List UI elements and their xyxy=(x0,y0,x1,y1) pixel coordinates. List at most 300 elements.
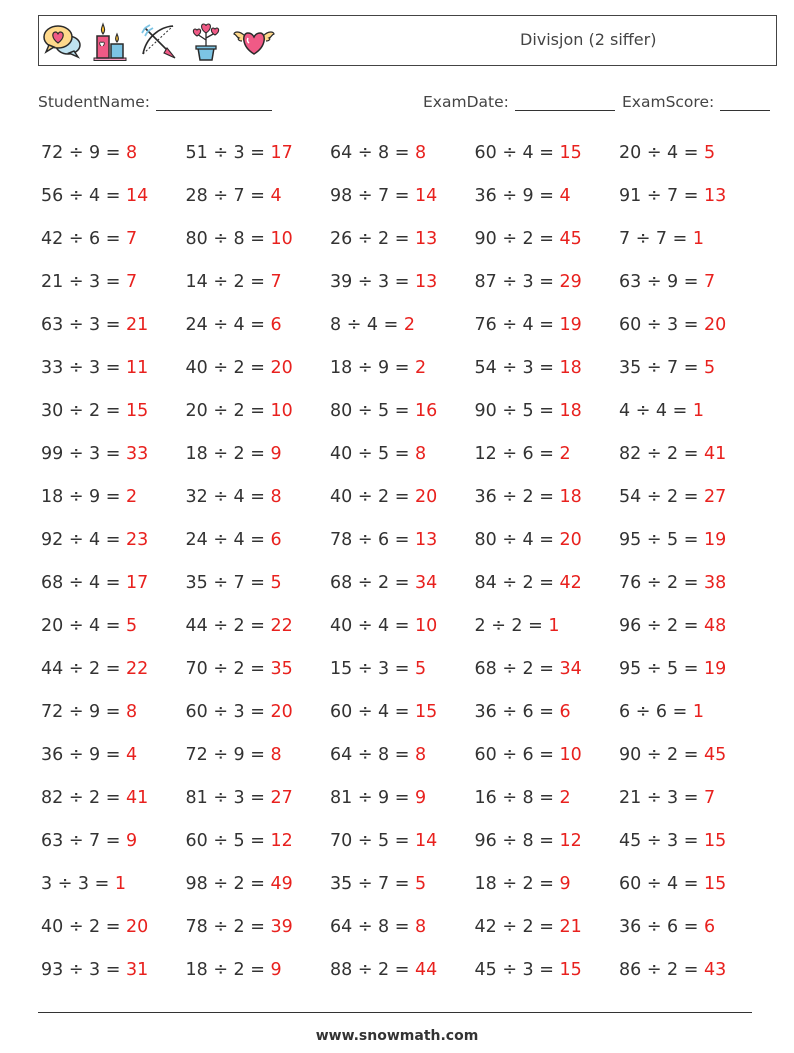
problem-question: 15 ÷ 3 = xyxy=(330,659,415,679)
problem-question: 40 ÷ 2 = xyxy=(185,358,271,378)
problem-question: 98 ÷ 2 = xyxy=(185,874,271,894)
problem-answer: 8 xyxy=(270,487,282,507)
problem-question: 82 ÷ 2 = xyxy=(41,788,126,808)
problem-answer: 13 xyxy=(414,229,438,249)
problem-item xyxy=(330,227,437,251)
problem-answer: 12 xyxy=(559,831,582,851)
problem-answer: 20 xyxy=(414,487,438,507)
problem-question: 64 ÷ 8 = xyxy=(330,143,415,163)
problem-question: 88 ÷ 2 = xyxy=(330,960,415,980)
footer-divider xyxy=(38,1012,752,1013)
problem-item xyxy=(41,915,148,939)
problem-item xyxy=(475,958,582,982)
problem-item xyxy=(619,227,704,251)
problem-item xyxy=(186,571,282,595)
header-box xyxy=(38,15,777,66)
problem-question: 21 ÷ 3 = xyxy=(619,788,704,808)
problem-answer: 2 xyxy=(559,444,571,464)
problem-answer: 21 xyxy=(559,917,582,937)
problem-item xyxy=(619,872,726,896)
problem-question: 60 ÷ 6 = xyxy=(474,745,560,765)
problem-item xyxy=(41,829,137,853)
problem-question: 82 ÷ 2 = xyxy=(619,444,704,464)
problem-answer: 18 xyxy=(559,401,582,421)
footer-website: www.snowmath.com xyxy=(315,1028,479,1044)
problem-item xyxy=(186,915,293,939)
problem-item xyxy=(41,786,148,810)
problem-question: 90 ÷ 5 = xyxy=(474,401,560,421)
problem-question: 12 ÷ 6 = xyxy=(474,444,560,464)
problem-answer: 8 xyxy=(414,143,427,163)
problem-item xyxy=(330,915,426,939)
problem-answer: 33 xyxy=(125,444,149,464)
exam-date-label: ExamDate: xyxy=(423,93,509,111)
problem-question: 72 ÷ 9 = xyxy=(41,143,126,163)
problem-question: 32 ÷ 4 = xyxy=(185,487,271,507)
problem-answer: 14 xyxy=(414,831,438,851)
problem-answer: 8 xyxy=(125,143,138,163)
problem-answer: 6 xyxy=(270,530,282,550)
problem-item xyxy=(330,141,426,165)
problem-item xyxy=(475,270,582,294)
problem-item xyxy=(41,743,137,767)
problem-item xyxy=(619,743,726,767)
problem-answer: 4 xyxy=(559,186,571,206)
problem-question: 99 ÷ 3 = xyxy=(41,444,126,464)
problem-item xyxy=(475,442,571,466)
problem-answer: 22 xyxy=(125,659,149,679)
problem-answer: 5 xyxy=(703,143,716,163)
problem-answer: 11 xyxy=(125,358,149,378)
problem-question: 18 ÷ 2 = xyxy=(185,960,271,980)
problem-answer: 9 xyxy=(414,788,427,808)
problem-answer: 2 xyxy=(125,487,138,507)
problem-question: 70 ÷ 5 = xyxy=(330,831,415,851)
problem-item xyxy=(41,700,137,724)
problem-question: 36 ÷ 6 = xyxy=(619,917,704,937)
problem-question: 64 ÷ 8 = xyxy=(330,745,415,765)
problem-item xyxy=(619,184,726,208)
problem-question: 56 ÷ 4 = xyxy=(41,186,126,206)
problem-question: 18 ÷ 9 = xyxy=(41,487,126,507)
problem-item xyxy=(619,270,715,294)
problem-item xyxy=(41,485,137,509)
problem-item xyxy=(41,184,148,208)
problem-item xyxy=(41,356,148,380)
exam-date-line[interactable] xyxy=(515,94,615,111)
problem-item xyxy=(619,829,726,853)
problem-answer: 7 xyxy=(125,272,138,292)
problem-answer: 7 xyxy=(125,229,138,249)
problem-answer: 49 xyxy=(270,874,293,894)
problem-answer: 17 xyxy=(270,143,293,163)
problem-item xyxy=(41,872,126,896)
problem-answer: 10 xyxy=(270,401,293,421)
problem-item xyxy=(475,571,582,595)
problem-answer: 8 xyxy=(125,702,138,722)
problem-question: 72 ÷ 9 = xyxy=(185,745,271,765)
problem-question: 36 ÷ 9 = xyxy=(41,745,126,765)
problem-question: 95 ÷ 5 = xyxy=(619,530,704,550)
problem-question: 14 ÷ 2 = xyxy=(185,272,271,292)
problem-item xyxy=(330,657,426,681)
problem-item xyxy=(330,442,426,466)
problem-answer: 29 xyxy=(559,272,582,292)
problem-item xyxy=(619,958,726,982)
problem-answer: 16 xyxy=(414,401,438,421)
problem-question: 2 ÷ 2 = xyxy=(474,616,549,636)
problem-answer: 35 xyxy=(270,659,293,679)
problem-answer: 34 xyxy=(559,659,582,679)
problem-question: 18 ÷ 9 = xyxy=(330,358,415,378)
problem-item xyxy=(330,571,437,595)
problem-item xyxy=(475,528,582,552)
problem-answer: 34 xyxy=(414,573,438,593)
problem-answer: 38 xyxy=(703,573,727,593)
worksheet-title: Divisjon (2 siffer) xyxy=(520,30,657,49)
problem-answer: 6 xyxy=(559,702,571,722)
problem-item xyxy=(41,958,148,982)
problem-item xyxy=(330,528,437,552)
problem-item xyxy=(330,829,437,853)
problem-answer: 20 xyxy=(270,358,293,378)
problem-item xyxy=(475,915,582,939)
problem-question: 68 ÷ 2 = xyxy=(474,659,560,679)
problem-question: 33 ÷ 3 = xyxy=(41,358,126,378)
problem-item xyxy=(186,227,293,251)
problem-question: 42 ÷ 6 = xyxy=(41,229,126,249)
problem-question: 3 ÷ 3 = xyxy=(41,874,115,894)
problem-item xyxy=(475,829,582,853)
problem-item xyxy=(186,528,282,552)
problem-answer: 8 xyxy=(414,745,427,765)
problem-question: 60 ÷ 3 = xyxy=(185,702,271,722)
problem-question: 45 ÷ 3 = xyxy=(619,831,704,851)
problem-question: 20 ÷ 4 = xyxy=(619,143,704,163)
problem-answer: 22 xyxy=(270,616,293,636)
problem-item xyxy=(41,614,137,638)
problem-answer: 5 xyxy=(270,573,282,593)
problem-item xyxy=(619,141,715,165)
problem-answer: 5 xyxy=(414,874,427,894)
heart-flower-pot-icon xyxy=(185,20,227,62)
problem-answer: 15 xyxy=(414,702,438,722)
problem-item xyxy=(475,786,571,810)
problem-question: 80 ÷ 8 = xyxy=(185,229,271,249)
problem-question: 86 ÷ 2 = xyxy=(619,960,704,980)
problem-question: 44 ÷ 2 = xyxy=(41,659,126,679)
problem-item xyxy=(186,485,282,509)
problem-item xyxy=(186,399,293,423)
problem-answer: 10 xyxy=(270,229,293,249)
problem-answer: 2 xyxy=(559,788,571,808)
problem-question: 84 ÷ 2 = xyxy=(474,573,560,593)
problem-item xyxy=(619,485,726,509)
problem-item xyxy=(186,743,282,767)
problem-answer: 15 xyxy=(125,401,149,421)
problem-item xyxy=(330,313,415,337)
problem-question: 92 ÷ 4 = xyxy=(41,530,126,550)
problem-question: 8 ÷ 4 = xyxy=(330,315,404,335)
problem-answer: 31 xyxy=(125,960,149,980)
problem-answer: 12 xyxy=(270,831,293,851)
problem-answer: 39 xyxy=(270,917,293,937)
problem-question: 63 ÷ 7 = xyxy=(41,831,126,851)
problem-item xyxy=(41,399,148,423)
problem-question: 16 ÷ 8 = xyxy=(474,788,560,808)
problem-answer: 5 xyxy=(414,659,427,679)
problem-item xyxy=(619,786,715,810)
problem-item xyxy=(475,743,582,767)
problem-item xyxy=(619,657,726,681)
problem-answer: 23 xyxy=(125,530,149,550)
problem-item xyxy=(41,227,137,251)
problem-answer: 19 xyxy=(559,315,582,335)
problem-answer: 7 xyxy=(270,272,282,292)
problem-answer: 1 xyxy=(548,616,560,636)
problem-answer: 20 xyxy=(270,702,293,722)
problem-answer: 18 xyxy=(559,358,582,378)
problem-item xyxy=(186,786,293,810)
problem-answer: 19 xyxy=(703,659,727,679)
problem-question: 40 ÷ 4 = xyxy=(330,616,415,636)
student-name-line[interactable] xyxy=(156,94,272,111)
problem-answer: 7 xyxy=(703,788,716,808)
problem-answer: 1 xyxy=(692,229,704,249)
problem-question: 7 ÷ 7 = xyxy=(619,229,693,249)
problem-item xyxy=(330,786,426,810)
problem-item xyxy=(186,442,282,466)
problem-question: 36 ÷ 2 = xyxy=(474,487,560,507)
problem-item xyxy=(186,829,293,853)
problem-item xyxy=(330,399,437,423)
problem-question: 51 ÷ 3 = xyxy=(185,143,271,163)
problem-answer: 9 xyxy=(125,831,138,851)
problem-item xyxy=(475,485,582,509)
problem-question: 20 ÷ 4 = xyxy=(41,616,126,636)
problem-question: 60 ÷ 5 = xyxy=(185,831,271,851)
problem-answer: 2 xyxy=(403,315,415,335)
problem-item xyxy=(330,700,437,724)
problem-question: 54 ÷ 2 = xyxy=(619,487,704,507)
problem-question: 36 ÷ 6 = xyxy=(474,702,560,722)
problem-answer: 27 xyxy=(703,487,727,507)
problem-question: 35 ÷ 7 = xyxy=(330,874,415,894)
problem-answer: 45 xyxy=(559,229,582,249)
problem-answer: 8 xyxy=(270,745,282,765)
problem-item xyxy=(619,571,726,595)
problem-question: 87 ÷ 3 = xyxy=(474,272,560,292)
problem-question: 21 ÷ 3 = xyxy=(41,272,126,292)
problem-question: 81 ÷ 3 = xyxy=(185,788,271,808)
problem-question: 42 ÷ 2 = xyxy=(474,917,560,937)
problem-item xyxy=(619,313,726,337)
problem-item xyxy=(475,657,582,681)
problem-item xyxy=(475,399,582,423)
problem-answer: 13 xyxy=(414,272,438,292)
problem-item xyxy=(41,657,148,681)
problem-item xyxy=(186,872,293,896)
problem-answer: 1 xyxy=(692,702,704,722)
problem-question: 98 ÷ 7 = xyxy=(330,186,415,206)
problem-item xyxy=(475,700,571,724)
problem-answer: 6 xyxy=(270,315,282,335)
problem-question: 60 ÷ 4 = xyxy=(619,874,704,894)
problem-question: 68 ÷ 2 = xyxy=(330,573,415,593)
problem-question: 96 ÷ 2 = xyxy=(619,616,704,636)
problem-answer: 4 xyxy=(270,186,282,206)
problem-item xyxy=(475,356,582,380)
problem-question: 40 ÷ 5 = xyxy=(330,444,415,464)
problem-answer: 14 xyxy=(414,186,438,206)
problem-question: 18 ÷ 2 = xyxy=(474,874,560,894)
problem-item xyxy=(186,184,282,208)
exam-date-field[interactable] xyxy=(423,93,615,111)
problem-answer: 1 xyxy=(692,401,704,421)
problem-item xyxy=(186,313,282,337)
problem-item xyxy=(41,270,137,294)
problem-question: 63 ÷ 3 = xyxy=(41,315,126,335)
problem-question: 80 ÷ 4 = xyxy=(474,530,560,550)
problem-item xyxy=(619,528,726,552)
problem-question: 40 ÷ 2 = xyxy=(330,487,415,507)
problem-answer: 1 xyxy=(114,874,126,894)
problem-item xyxy=(186,614,293,638)
problem-question: 4 ÷ 4 = xyxy=(619,401,693,421)
problem-answer: 5 xyxy=(125,616,138,636)
problem-question: 60 ÷ 4 = xyxy=(474,143,560,163)
student-name-field[interactable] xyxy=(38,93,272,111)
problem-answer: 44 xyxy=(414,960,438,980)
problem-answer: 43 xyxy=(703,960,727,980)
problem-question: 90 ÷ 2 = xyxy=(474,229,560,249)
problem-question: 18 ÷ 2 = xyxy=(185,444,271,464)
problem-answer: 8 xyxy=(414,444,427,464)
exam-score-label: ExamScore: xyxy=(622,93,715,111)
problem-question: 81 ÷ 9 = xyxy=(330,788,415,808)
problem-item xyxy=(330,270,437,294)
winged-heart-icon xyxy=(233,20,275,62)
problem-question: 54 ÷ 3 = xyxy=(474,358,560,378)
problem-item xyxy=(330,356,426,380)
problem-question: 63 ÷ 9 = xyxy=(619,272,704,292)
problem-answer: 20 xyxy=(703,315,727,335)
problem-question: 76 ÷ 4 = xyxy=(474,315,560,335)
problem-answer: 41 xyxy=(125,788,149,808)
problem-question: 78 ÷ 2 = xyxy=(185,917,271,937)
problem-item xyxy=(186,958,282,982)
problem-answer: 8 xyxy=(414,917,427,937)
problem-question: 35 ÷ 7 = xyxy=(619,358,704,378)
problem-item xyxy=(475,872,571,896)
problem-answer: 10 xyxy=(559,745,582,765)
problem-answer: 41 xyxy=(703,444,727,464)
problem-answer: 14 xyxy=(125,186,149,206)
problem-item xyxy=(186,141,293,165)
speech-bubble-heart-icon xyxy=(41,20,83,62)
problem-item xyxy=(330,872,426,896)
problem-answer: 20 xyxy=(559,530,582,550)
problem-item xyxy=(330,184,437,208)
problem-question: 39 ÷ 3 = xyxy=(330,272,415,292)
problem-answer: 7 xyxy=(703,272,716,292)
problem-question: 36 ÷ 9 = xyxy=(474,186,560,206)
problem-question: 24 ÷ 4 = xyxy=(185,315,271,335)
candles-icon xyxy=(89,20,131,62)
problem-question: 95 ÷ 5 = xyxy=(619,659,704,679)
problem-answer: 20 xyxy=(125,917,149,937)
problem-item xyxy=(186,270,282,294)
problem-question: 35 ÷ 7 = xyxy=(185,573,271,593)
problem-question: 40 ÷ 2 = xyxy=(41,917,126,937)
problem-item xyxy=(41,442,148,466)
problem-item xyxy=(41,141,137,165)
exam-score-line[interactable] xyxy=(720,94,770,111)
exam-score-field[interactable] xyxy=(622,93,770,111)
problem-question: 76 ÷ 2 = xyxy=(619,573,704,593)
problem-item xyxy=(41,528,148,552)
problem-answer: 15 xyxy=(703,831,727,851)
problem-question: 93 ÷ 3 = xyxy=(41,960,126,980)
student-name-label: StudentName: xyxy=(38,93,150,111)
problem-item xyxy=(475,141,582,165)
problem-question: 30 ÷ 2 = xyxy=(41,401,126,421)
problem-item xyxy=(475,614,560,638)
problem-item xyxy=(619,700,704,724)
problem-answer: 27 xyxy=(270,788,293,808)
problem-item xyxy=(619,614,726,638)
problem-question: 26 ÷ 2 = xyxy=(330,229,415,249)
problem-item xyxy=(330,485,437,509)
problem-answer: 19 xyxy=(703,530,727,550)
problem-item xyxy=(330,614,437,638)
problem-item xyxy=(619,915,715,939)
problem-question: 6 ÷ 6 = xyxy=(619,702,693,722)
problem-answer: 15 xyxy=(559,143,582,163)
problem-question: 91 ÷ 7 = xyxy=(619,186,704,206)
problem-answer: 15 xyxy=(703,874,727,894)
problem-answer: 9 xyxy=(270,960,282,980)
cupid-arrow-icon xyxy=(137,20,179,62)
problem-question: 72 ÷ 9 = xyxy=(41,702,126,722)
problem-item xyxy=(186,657,293,681)
problem-item xyxy=(330,743,426,767)
problem-question: 45 ÷ 3 = xyxy=(474,960,560,980)
header-icons xyxy=(41,20,275,62)
problem-answer: 9 xyxy=(559,874,571,894)
problem-item xyxy=(619,442,726,466)
problem-question: 64 ÷ 8 = xyxy=(330,917,415,937)
problem-question: 20 ÷ 2 = xyxy=(185,401,271,421)
problem-answer: 42 xyxy=(559,573,582,593)
problem-answer: 18 xyxy=(559,487,582,507)
problem-answer: 21 xyxy=(125,315,149,335)
problem-answer: 2 xyxy=(414,358,427,378)
problem-item xyxy=(619,399,704,423)
problem-question: 80 ÷ 5 = xyxy=(330,401,415,421)
problem-question: 60 ÷ 4 = xyxy=(330,702,415,722)
problem-item xyxy=(475,184,571,208)
problem-answer: 48 xyxy=(703,616,727,636)
problem-item xyxy=(475,227,582,251)
problem-answer: 4 xyxy=(125,745,138,765)
problem-item xyxy=(41,571,148,595)
problem-answer: 13 xyxy=(703,186,727,206)
problem-answer: 45 xyxy=(703,745,727,765)
info-fields xyxy=(38,93,778,115)
problem-item xyxy=(475,313,582,337)
problem-item xyxy=(619,356,715,380)
